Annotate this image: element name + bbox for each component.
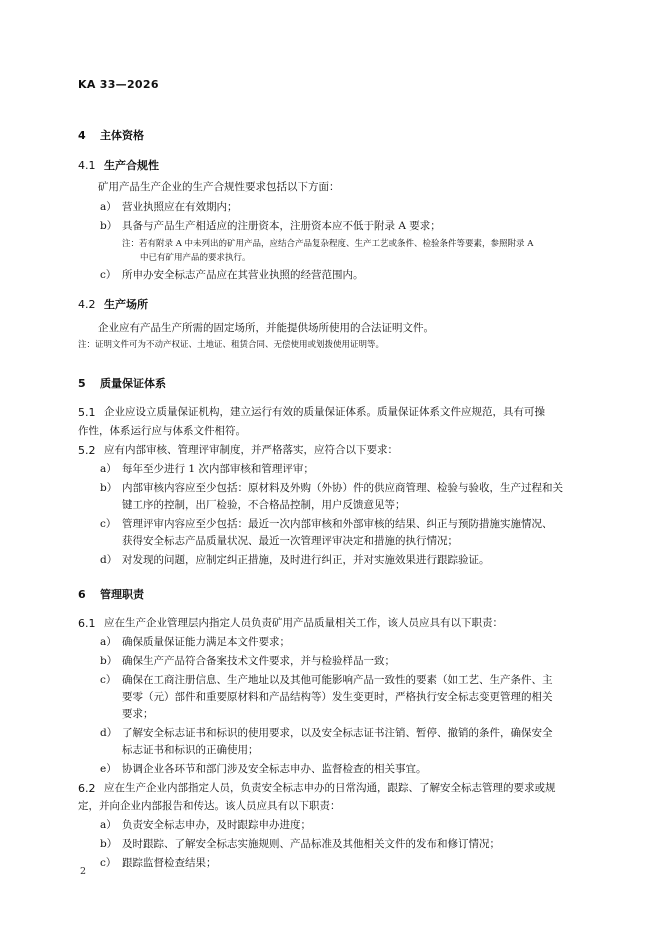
section-4-1-heading bbox=[78, 157, 159, 173]
note-line: 注：证明文件可为不动产权证、土地证、租赁合同、无偿使用或划拨使用证明等。 bbox=[78, 340, 385, 350]
document-code: KA 33—2026 bbox=[78, 78, 159, 91]
section-4-2-heading bbox=[78, 296, 148, 312]
list-label: b） bbox=[100, 220, 118, 232]
list-label: a） bbox=[100, 201, 117, 213]
list-item-continuation: 获得安全标志产品质量状况、最近一次管理评审决定和措施的执行情况； bbox=[122, 535, 458, 547]
list-label: c） bbox=[100, 674, 117, 686]
subsection-number: 5.1 bbox=[78, 406, 96, 419]
list-label: b） bbox=[100, 655, 118, 667]
list-label: e） bbox=[100, 763, 117, 775]
section-title: 管理职责 bbox=[100, 588, 144, 601]
list-item: 确保生产产品符合备案技术文件要求，并与检验样品一致； bbox=[122, 655, 395, 667]
list-label: a） bbox=[100, 819, 117, 831]
section-title: 质量保证体系 bbox=[100, 377, 166, 390]
subsection-number: 4.2 bbox=[78, 298, 96, 311]
list-item: 营业执照应在有效期内； bbox=[122, 201, 238, 213]
list-item: 内部审核内容应至少包括：原材料及外购（外协）件的供应商管理、检验与验收，生产过程和关 bbox=[122, 482, 563, 494]
section-6-heading bbox=[78, 586, 144, 602]
paragraph-line: 作性，体系运行应与体系文件相符。 bbox=[78, 425, 246, 437]
list-item: 具备与产品生产相适应的注册资本，注册资本应不低于附录 A 要求； bbox=[122, 220, 441, 232]
subsection-number: 5.2 bbox=[78, 444, 96, 457]
list-label: d） bbox=[100, 727, 118, 739]
list-item: 每年至少进行 1 次内部审核和管理评审； bbox=[122, 463, 314, 475]
list-item-continuation: 标志证书和标识的正确使用； bbox=[122, 744, 259, 756]
paragraph: 应有内部审核、管理评审制度，并严格落实，应符合以下要求： bbox=[104, 444, 398, 456]
list-item: 管理评审内容应至少包括：最近一次内部审核和外部审核的结果、纠正与预防措施实施情况、 bbox=[122, 518, 553, 530]
section-6-1-number bbox=[78, 617, 104, 630]
list-item-continuation: 键工序的控制，出厂检验，不合格品控制，用户反馈意见等； bbox=[122, 499, 406, 511]
subsection-title: 生产合规性 bbox=[104, 159, 159, 172]
section-6-2-number bbox=[78, 782, 104, 795]
list-item: 确保质量保证能力满足本文件要求； bbox=[122, 636, 290, 648]
paragraph-line: 应在生产企业内部指定人员，负责安全标志申办的日常沟通，跟踪、了解安全标志管理的要求或规 bbox=[104, 782, 556, 794]
list-label: c） bbox=[100, 857, 117, 869]
subsection-number: 4.1 bbox=[78, 159, 96, 172]
subsection-number: 6.2 bbox=[78, 782, 96, 795]
section-5-1-number bbox=[78, 406, 104, 419]
list-item: 确保在工商注册信息、生产地址以及其他可能影响产品一致性的要素（如工艺、生产条件、主 bbox=[122, 674, 553, 686]
page-number: 2 bbox=[80, 866, 87, 877]
list-item-continuation: 要零（元）部件和重要原材料和产品结构等）发生变更时，严格执行安全标志变更管理的相关 bbox=[122, 691, 553, 703]
list-label: b） bbox=[100, 838, 118, 850]
subsection-title: 生产场所 bbox=[104, 298, 148, 311]
paragraph: 应在生产企业管理层内指定人员负责矿用产品质量相关工作，该人员应具有以下职责： bbox=[104, 617, 503, 629]
section-5-heading bbox=[78, 375, 166, 391]
list-item: 负责安全标志申办，及时跟踪申办进度； bbox=[122, 819, 311, 831]
list-label: a） bbox=[100, 463, 117, 475]
paragraph-line: 企业应设立质量保证机构，建立运行有效的质量保证体系。质量保证体系文件应规范，具有可操 bbox=[104, 406, 545, 418]
section-number: 6 bbox=[78, 588, 86, 601]
list-item: 及时跟踪、了解安全标志实施规则、产品标准及其他相关文件的发布和修订情况； bbox=[122, 838, 500, 850]
section-4-heading bbox=[78, 127, 144, 143]
list-item: 协调企业各环节和部门涉及安全标志申办、监督检查的相关事宜。 bbox=[122, 763, 427, 775]
list-item: 对发现的问题，应制定纠正措施，及时进行纠正，并对实施效果进行跟踪验证。 bbox=[122, 554, 490, 566]
note-line: 中已有矿用产品的要求执行。 bbox=[140, 253, 251, 263]
list-label: a） bbox=[100, 636, 117, 648]
paragraph: 企业应有产品生产所需的固定场所，并能提供场所使用的合法证明文件。 bbox=[98, 322, 434, 334]
list-item-continuation: 要求； bbox=[122, 708, 154, 720]
paragraph-line: 定，并向企业内部报告和传达。该人员应具有以下职责： bbox=[78, 800, 341, 812]
list-label: d） bbox=[100, 554, 118, 566]
list-label: c） bbox=[100, 269, 117, 281]
paragraph: 矿用产品生产企业的生产合规性要求包括以下方面： bbox=[98, 181, 340, 193]
subsection-number: 6.1 bbox=[78, 617, 96, 630]
section-title: 主体资格 bbox=[100, 129, 144, 142]
list-label: c） bbox=[100, 518, 117, 530]
section-number: 4 bbox=[78, 129, 86, 142]
list-label: b） bbox=[100, 482, 118, 494]
list-item: 了解安全标志证书和标识的使用要求，以及安全标志证书注销、暂停、撤销的条件，确保安全 bbox=[122, 727, 553, 739]
section-5-2-number bbox=[78, 444, 104, 457]
list-item: 所申办安全标志产品应在其营业执照的经营范围内。 bbox=[122, 269, 364, 281]
note-line: 注：若有附录 A 中未列出的矿用产品，应结合产品复杂程度、生产工艺或条件、检验条件等要素，参照附录 A bbox=[122, 239, 534, 249]
section-number: 5 bbox=[78, 377, 86, 390]
list-item: 跟踪监督检查结果； bbox=[122, 857, 217, 869]
